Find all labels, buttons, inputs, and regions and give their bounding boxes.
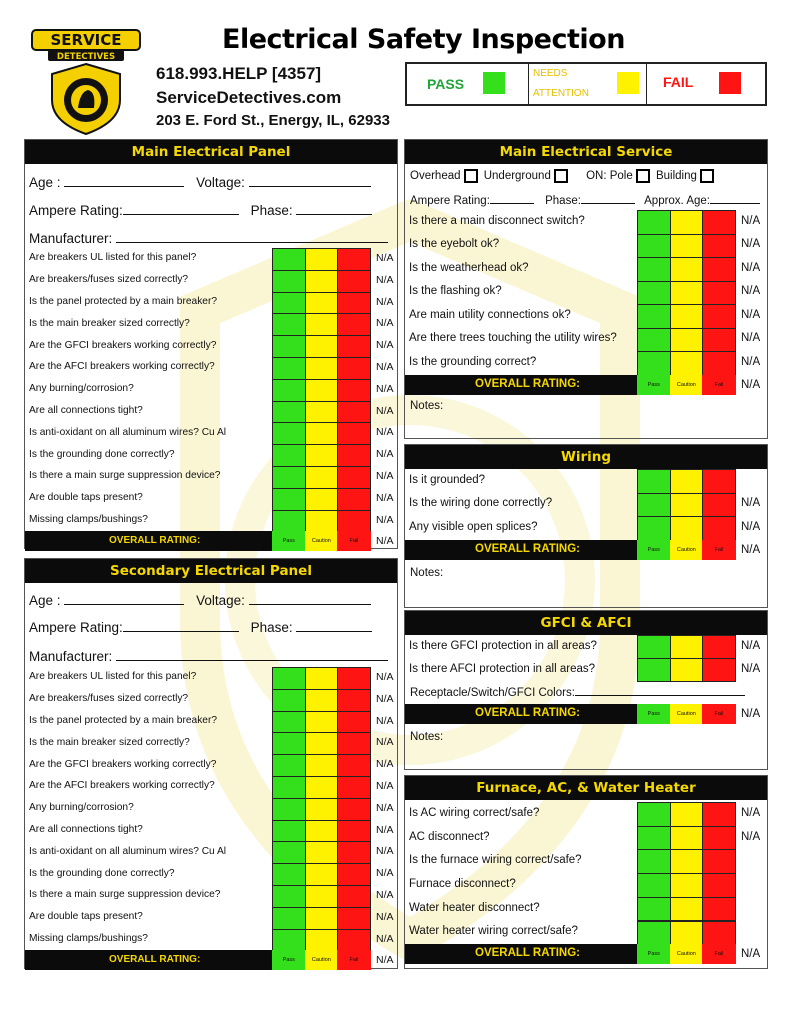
pass-rating-cell[interactable] — [272, 466, 306, 489]
question-label: Any burning/corrosion? — [29, 802, 134, 814]
question-label: Missing clamps/bushings? — [29, 933, 148, 944]
na-option[interactable]: N/A — [376, 273, 394, 286]
question-label: Missing clamps/bushings? — [29, 514, 148, 525]
fail-rating-cell[interactable] — [337, 422, 371, 445]
caution-rating-cell[interactable] — [670, 897, 704, 922]
caution-rating-cell[interactable] — [305, 510, 339, 533]
overall-na-option[interactable]: N/A — [376, 954, 394, 967]
fail-rating-cell[interactable] — [702, 328, 736, 353]
na-option[interactable]: N/A — [376, 382, 394, 395]
fail-rating-cell[interactable] — [702, 469, 736, 494]
pass-overall-cell[interactable]: Pass — [272, 531, 306, 551]
fail-rating-cell[interactable] — [337, 820, 371, 843]
question-label: Are all connections tight? — [29, 405, 143, 416]
na-option[interactable]: N/A — [376, 932, 394, 945]
overall-na-option[interactable]: N/A — [741, 378, 761, 391]
na-option[interactable]: N/A — [376, 910, 394, 923]
fail-rating-cell[interactable] — [337, 270, 371, 293]
fail-rating-cell[interactable] — [337, 488, 371, 511]
pass-rating-cell[interactable] — [637, 469, 671, 494]
pass-rating-cell[interactable] — [637, 493, 671, 518]
question-label: Any visible open splices? — [409, 520, 538, 533]
pass-overall-cell[interactable]: Pass — [637, 540, 671, 560]
na-option[interactable]: N/A — [376, 692, 394, 705]
fail-rating-cell[interactable] — [337, 754, 371, 777]
voltage-field[interactable] — [249, 592, 371, 605]
question-label: Are the GFCI breakers working correctly? — [29, 758, 217, 770]
caution-rating-cell[interactable] — [305, 863, 339, 886]
address: 203 E. Ford St., Energy, IL, 62933 — [156, 112, 390, 129]
na-option[interactable]: N/A — [376, 823, 394, 836]
question-label: Water heater wiring correct/safe? — [409, 925, 578, 938]
legend-needs-attention: NEEDS ATTENTION — [529, 64, 647, 104]
caution-rating-cell[interactable] — [305, 379, 339, 402]
fail-rating-cell[interactable] — [337, 248, 371, 271]
caution-rating-cell[interactable] — [305, 885, 339, 908]
caution-rating-cell[interactable] — [670, 802, 704, 827]
fail-rating-cell[interactable] — [337, 689, 371, 712]
pass-rating-cell[interactable] — [272, 798, 306, 821]
question-label: Any burning/corrosion? — [29, 383, 134, 395]
caution-overall-cell[interactable]: Caution — [670, 540, 704, 560]
na-option[interactable]: N/A — [741, 308, 761, 321]
building-checkbox[interactable] — [700, 169, 714, 183]
question-label: Is the furnace wiring correct/safe? — [409, 854, 582, 867]
caution-rating-cell[interactable] — [305, 820, 339, 843]
fail-rating-cell[interactable] — [702, 921, 736, 946]
overall-rating-label: OVERALL RATING: — [475, 707, 580, 719]
caution-rating-cell[interactable] — [305, 929, 339, 952]
gfci-afci-title: GFCI & AFCI — [405, 611, 767, 635]
fail-rating-cell[interactable] — [337, 841, 371, 864]
na-option[interactable]: N/A — [741, 238, 761, 251]
fail-rating-cell[interactable] — [702, 635, 736, 659]
na-option[interactable]: N/A — [741, 520, 761, 533]
na-option[interactable]: N/A — [376, 845, 394, 858]
page-title: Electrical Safety Inspection — [222, 24, 625, 55]
caution-rating-cell[interactable] — [305, 444, 339, 467]
question-label: Is the eyebolt ok? — [409, 238, 500, 251]
fail-rating-cell[interactable] — [337, 776, 371, 799]
pass-rating-cell[interactable] — [272, 313, 306, 336]
caution-rating-cell[interactable] — [670, 281, 704, 306]
caution-rating-cell[interactable] — [305, 711, 339, 734]
na-option[interactable]: N/A — [741, 332, 761, 345]
overall-na-option[interactable]: N/A — [741, 708, 761, 720]
fail-rating-cell[interactable] — [702, 351, 736, 376]
caution-rating-cell[interactable] — [670, 658, 704, 682]
fail-rating-cell[interactable] — [337, 798, 371, 821]
question-label: Are the AFCI breakers working correctly? — [29, 780, 215, 792]
caution-rating-cell[interactable] — [670, 257, 704, 282]
pass-rating-cell[interactable] — [637, 257, 671, 282]
ampere-field[interactable] — [123, 202, 239, 215]
pass-rating-cell[interactable] — [272, 444, 306, 467]
phase-field[interactable] — [581, 193, 635, 204]
svg-text:SERVICE: SERVICE — [50, 31, 122, 49]
na-option[interactable]: N/A — [376, 779, 394, 792]
pass-rating-cell[interactable] — [637, 658, 671, 682]
question-label: Are all connections tight? — [29, 824, 143, 835]
fail-rating-cell[interactable] — [702, 802, 736, 827]
na-option[interactable]: N/A — [376, 888, 394, 901]
ampere-field[interactable] — [123, 619, 239, 632]
caution-rating-cell[interactable] — [670, 516, 704, 541]
na-option[interactable]: N/A — [741, 214, 761, 227]
pass-rating-cell[interactable] — [637, 281, 671, 306]
overall-rating-label: OVERALL RATING: — [109, 535, 201, 547]
receptacle-colors-field — [410, 685, 745, 699]
na-option[interactable]: N/A — [376, 758, 394, 771]
notes-label: Notes: — [410, 731, 444, 743]
fail-rating-cell[interactable] — [702, 210, 736, 235]
caution-rating-cell[interactable] — [305, 776, 339, 799]
pass-rating-cell[interactable] — [637, 234, 671, 259]
question-label: Is the panel protected by a main breaker? — [29, 715, 218, 726]
caution-rating-cell[interactable] — [305, 754, 339, 777]
na-option[interactable]: N/A — [741, 662, 761, 675]
caution-rating-cell[interactable] — [305, 401, 339, 424]
caution-rating-cell[interactable] — [305, 907, 339, 930]
question-label: Is AC wiring correct/safe? — [409, 806, 540, 819]
question-label: AC disconnect? — [409, 830, 490, 843]
fail-rating-cell[interactable] — [702, 873, 736, 898]
fail-overall-cell[interactable]: Fail — [337, 950, 371, 970]
caution-rating-cell[interactable] — [670, 304, 704, 329]
caution-rating-cell[interactable] — [305, 689, 339, 712]
overhead-checkbox[interactable] — [464, 169, 478, 183]
question-label: Are the GFCI breakers working correctly? — [29, 339, 217, 351]
caution-rating-cell[interactable] — [305, 422, 339, 445]
phase-field[interactable] — [296, 619, 372, 632]
pass-overall-cell[interactable]: Pass — [637, 944, 671, 964]
question-label: Water heater disconnect? — [409, 901, 540, 914]
caution-overall-cell[interactable]: Caution — [670, 375, 704, 395]
pass-rating-cell[interactable] — [272, 510, 306, 533]
question-label: Is the main breaker sized correctly? — [29, 317, 190, 329]
question-label: Is anti-oxidant on all aluminum wires? Cu Al — [29, 845, 227, 857]
question-label: Are breakers/fuses sized correctly? — [29, 693, 189, 705]
service-detectives-logo — [30, 28, 142, 136]
pass-rating-cell[interactable] — [272, 422, 306, 445]
na-option[interactable]: N/A — [376, 448, 394, 461]
question-label: Are double taps present? — [29, 492, 143, 504]
fail-rating-cell[interactable] — [337, 357, 371, 380]
pass-rating-cell[interactable] — [637, 897, 671, 922]
svg-text:DETECTIVES: DETECTIVES — [56, 52, 116, 62]
caution-rating-cell[interactable] — [670, 849, 704, 874]
fail-rating-cell[interactable] — [337, 885, 371, 908]
fail-rating-cell[interactable] — [337, 711, 371, 734]
overall-na-option[interactable]: N/A — [376, 535, 394, 548]
fail-rating-cell[interactable] — [702, 257, 736, 282]
fail-rating-cell[interactable] — [702, 897, 736, 922]
overall-rating-label: OVERALL RATING: — [109, 954, 201, 966]
fail-rating-cell[interactable] — [337, 466, 371, 489]
fail-overall-cell[interactable]: Fail — [702, 944, 736, 964]
caution-rating-cell[interactable] — [670, 921, 704, 946]
caution-rating-cell[interactable] — [670, 635, 704, 659]
question-label: Is the flashing ok? — [409, 285, 502, 298]
pass-swatch — [483, 72, 505, 94]
furnace-section — [404, 775, 768, 969]
question-label: Are breakers UL listed for this panel? — [29, 252, 197, 264]
overall-rating-label: OVERALL RATING: — [475, 377, 580, 390]
fail-rating-cell[interactable] — [702, 849, 736, 874]
caution-swatch — [617, 72, 639, 94]
fail-swatch — [719, 72, 741, 94]
pass-rating-cell[interactable] — [272, 379, 306, 402]
pass-rating-cell[interactable] — [272, 907, 306, 930]
wiring-section — [404, 444, 768, 608]
na-option[interactable]: N/A — [376, 867, 394, 880]
question-label: Are breakers UL listed for this panel? — [29, 671, 197, 683]
fail-rating-cell[interactable] — [702, 304, 736, 329]
legend-fail: FAIL — [647, 64, 765, 104]
caution-rating-cell[interactable] — [305, 313, 339, 336]
furnace-title: Furnace, AC, & Water Heater — [405, 776, 767, 800]
na-option[interactable]: N/A — [376, 513, 394, 526]
fail-rating-cell[interactable] — [337, 732, 371, 755]
caution-rating-cell[interactable] — [305, 292, 339, 315]
na-option[interactable]: N/A — [376, 360, 394, 373]
question-label: Is the main breaker sized correctly? — [29, 736, 190, 748]
pass-rating-cell[interactable] — [272, 335, 306, 358]
pass-rating-cell[interactable] — [272, 820, 306, 843]
question-label: Is there a main disconnect switch? — [409, 214, 585, 227]
receptacle-colors-input[interactable] — [575, 685, 745, 696]
overall-rating-label: OVERALL RATING: — [475, 542, 580, 555]
pass-rating-cell[interactable] — [637, 304, 671, 329]
question-label: Are the AFCI breakers working correctly? — [29, 361, 215, 373]
main-panel-title: Main Electrical Panel — [25, 140, 397, 164]
ampere-field[interactable] — [490, 193, 534, 204]
fail-overall-cell[interactable]: Fail — [702, 540, 736, 560]
caution-rating-cell[interactable] — [305, 248, 339, 271]
notes-label: Notes: — [410, 567, 444, 579]
question-label: Are main utility connections ok? — [409, 308, 571, 321]
age-field[interactable] — [64, 592, 184, 605]
pass-overall-cell[interactable]: Pass — [272, 950, 306, 970]
caution-rating-cell[interactable] — [670, 210, 704, 235]
caution-overall-cell[interactable]: Caution — [305, 950, 339, 970]
question-label: Is the grounding correct? — [409, 355, 537, 368]
question-label: Are double taps present? — [29, 911, 143, 923]
voltage-field[interactable] — [249, 174, 371, 187]
question-label: Is the grounding done correctly? — [29, 448, 175, 460]
caution-rating-cell[interactable] — [305, 357, 339, 380]
na-option[interactable]: N/A — [376, 491, 394, 504]
overall-rating-label: OVERALL RATING: — [475, 947, 580, 960]
pass-rating-cell[interactable] — [272, 401, 306, 424]
pass-rating-cell[interactable] — [637, 802, 671, 827]
fail-rating-cell[interactable] — [337, 444, 371, 467]
fail-rating-cell[interactable] — [702, 281, 736, 306]
na-option[interactable]: N/A — [376, 714, 394, 727]
pass-rating-cell[interactable] — [272, 270, 306, 293]
fail-overall-cell[interactable]: Fail — [702, 375, 736, 395]
pass-rating-cell[interactable] — [637, 826, 671, 851]
pole-checkbox[interactable] — [636, 169, 650, 183]
fail-rating-cell[interactable] — [702, 493, 736, 518]
pass-rating-cell[interactable] — [637, 516, 671, 541]
question-label: Is anti-oxidant on all aluminum wires? Cu Al — [29, 426, 227, 438]
pass-rating-cell[interactable] — [272, 689, 306, 712]
na-option[interactable]: N/A — [376, 801, 394, 814]
overall-na-option[interactable]: N/A — [741, 543, 761, 556]
na-option[interactable]: N/A — [741, 355, 761, 368]
fail-rating-cell[interactable] — [337, 292, 371, 315]
caution-rating-cell[interactable] — [670, 328, 704, 353]
underground-checkbox[interactable] — [554, 169, 568, 183]
question-label: Is there a main surge suppression device? — [29, 889, 221, 901]
manufacturer-field[interactable] — [116, 648, 388, 661]
phase-field[interactable] — [296, 202, 372, 215]
fail-rating-cell[interactable] — [702, 234, 736, 259]
pass-rating-cell[interactable] — [272, 776, 306, 799]
fail-rating-cell[interactable] — [337, 907, 371, 930]
wiring-title: Wiring — [405, 445, 767, 469]
question-label: Is there a main surge suppression device? — [29, 470, 221, 482]
na-option[interactable]: N/A — [376, 251, 394, 264]
caution-rating-cell[interactable] — [670, 351, 704, 376]
caution-rating-cell[interactable] — [670, 826, 704, 851]
phone-number: 618.993.HELP [4357] — [156, 64, 322, 83]
pass-rating-cell[interactable] — [637, 921, 671, 946]
na-option[interactable]: N/A — [741, 261, 761, 274]
pass-rating-cell[interactable] — [637, 849, 671, 874]
pass-rating-cell[interactable] — [637, 873, 671, 898]
pass-overall-cell[interactable]: Pass — [637, 704, 671, 724]
overall-na-option[interactable]: N/A — [741, 948, 761, 961]
fail-rating-cell[interactable] — [337, 510, 371, 533]
question-label: Are there trees touching the utility wires? — [409, 332, 617, 345]
na-option[interactable]: N/A — [376, 317, 394, 330]
question-label: Is there GFCI protection in all areas? — [409, 639, 597, 652]
na-option[interactable]: N/A — [741, 806, 761, 819]
fail-rating-cell[interactable] — [702, 658, 736, 682]
fail-rating-cell[interactable] — [337, 667, 371, 690]
na-option[interactable]: N/A — [376, 469, 394, 482]
caution-rating-cell[interactable] — [305, 335, 339, 358]
na-option[interactable]: N/A — [376, 404, 394, 417]
pass-rating-cell[interactable] — [637, 635, 671, 659]
na-option[interactable]: N/A — [741, 830, 761, 843]
question-label: Are breakers/fuses sized correctly? — [29, 274, 189, 286]
pass-rating-cell[interactable] — [272, 292, 306, 315]
caution-rating-cell[interactable] — [305, 841, 339, 864]
caution-rating-cell[interactable] — [670, 873, 704, 898]
fail-rating-cell[interactable] — [337, 863, 371, 886]
pass-rating-cell[interactable] — [272, 488, 306, 511]
pass-rating-cell[interactable] — [272, 929, 306, 952]
fail-rating-cell[interactable] — [702, 516, 736, 541]
caution-rating-cell[interactable] — [305, 270, 339, 293]
fail-rating-cell[interactable] — [337, 401, 371, 424]
fail-overall-cell[interactable]: Fail — [702, 704, 736, 724]
na-option[interactable]: N/A — [376, 670, 394, 683]
caution-rating-cell[interactable] — [670, 469, 704, 494]
secondary-panel-section: Secondary Electrical Panel Age : Voltage: Ampere Rating: Phase: Manufacturer: Are breakers UL listed for this panel? N/A Are breakers/fuses sized correctly? N/A Is the panel protected by a main breaker? N/A Is the main breaker sized correctly? N/A Are the GFCI breakers working correctly? N/A Are the AFCI breakers working correctly? N/A Any burning/corrosion? N/A Are all connections tight? N/A Is anti-oxidant on all aluminum wires? Cu Al N/A Is the grounding done correctly? N/A Is there a main surge suppression device? N/A Are double taps present? N/A Missing clamps/bushings? N/A OVERALL RATING: Pass Caution Fail N/A — [24, 558, 398, 969]
fail-rating-cell[interactable] — [337, 313, 371, 336]
caution-rating-cell[interactable] — [305, 488, 339, 511]
pass-rating-cell[interactable] — [272, 885, 306, 908]
caution-rating-cell[interactable] — [305, 798, 339, 821]
question-label: Is there AFCI protection in all areas? — [409, 662, 596, 675]
question-label: Is the panel protected by a main breaker? — [29, 296, 218, 307]
approx-age-field[interactable] — [710, 193, 760, 204]
rating-legend — [405, 62, 767, 106]
main-service-section: Main Electrical Service Overhead Underground ON: Pole Building Ampere Rating: Phase: Approx. Age: Notes: Is there a main disconnect switch? N/A Is the eyebolt ok? N/A Is the weatherhead ok? N/A Is the flashing ok? N/A Are main utility connections ok? N/A Are there trees touching the utility wires? N/A Is the grounding correct? N/A OVERALL RATING: Pass Caution Fail N/A — [404, 139, 768, 439]
na-option[interactable]: N/A — [376, 295, 394, 308]
website: ServiceDetectives.com — [156, 88, 342, 107]
caution-overall-cell[interactable]: Caution — [305, 531, 339, 551]
na-option[interactable]: N/A — [741, 285, 761, 298]
caution-rating-cell[interactable] — [305, 732, 339, 755]
caution-rating-cell[interactable] — [305, 667, 339, 690]
question-label: Is the grounding done correctly? — [29, 867, 175, 879]
receptacle-colors-label: Receptacle/Switch/GFCI Colors: — [410, 687, 575, 699]
pass-rating-cell[interactable] — [272, 754, 306, 777]
pass-rating-cell[interactable] — [272, 863, 306, 886]
caution-rating-cell[interactable] — [305, 466, 339, 489]
pass-rating-cell[interactable] — [272, 841, 306, 864]
caution-rating-cell[interactable] — [670, 493, 704, 518]
na-option[interactable]: N/A — [376, 426, 394, 439]
na-option[interactable]: N/A — [741, 639, 761, 652]
main-service-title: Main Electrical Service — [405, 140, 767, 164]
pass-rating-cell[interactable] — [272, 357, 306, 380]
main-panel-section: Main Electrical Panel Age : Voltage: Ampere Rating: Phase: Manufacturer: Are breakers UL listed for this panel? N/A Are breakers/fuses sized correctly? N/A Is the panel protected by a main breaker? N/A Is the main breaker sized correctly? N/A Are the GFCI breakers working correctly? N/A Are the AFCI breakers working correctly? N/A Any burning/corrosion? N/A Are all connections tight? N/A Is anti-oxidant on all aluminum wires? Cu Al N/A Is the grounding done correctly? N/A Is there a main surge suppression device? N/A Are double taps present? N/A Missing clamps/bushings? N/A OVERALL RATING: Pass Caution Fail N/A — [24, 139, 398, 549]
caution-rating-cell[interactable] — [670, 234, 704, 259]
fail-rating-cell[interactable] — [337, 335, 371, 358]
pass-rating-cell[interactable] — [272, 732, 306, 755]
gfci-afci-section — [404, 610, 768, 770]
na-option[interactable]: N/A — [376, 339, 394, 352]
fail-rating-cell[interactable] — [337, 379, 371, 402]
notes-label: Notes: — [410, 400, 444, 412]
caution-overall-cell[interactable]: Caution — [670, 704, 704, 724]
na-option[interactable]: N/A — [741, 497, 761, 510]
manufacturer-field[interactable] — [116, 230, 388, 243]
question-label: Is it grounded? — [409, 473, 486, 486]
pass-overall-cell[interactable]: Pass — [637, 375, 671, 395]
question-label: Furnace disconnect? — [409, 877, 516, 890]
pass-rating-cell[interactable] — [272, 667, 306, 690]
question-label: Is the weatherhead ok? — [409, 261, 529, 274]
fail-rating-cell[interactable] — [337, 929, 371, 952]
fail-rating-cell[interactable] — [702, 826, 736, 851]
secondary-panel-title: Secondary Electrical Panel — [25, 559, 397, 583]
pass-rating-cell[interactable] — [637, 210, 671, 235]
age-field[interactable] — [64, 174, 184, 187]
pass-rating-cell[interactable] — [637, 328, 671, 353]
legend-pass: PASS — [407, 64, 529, 104]
pass-rating-cell[interactable] — [272, 711, 306, 734]
caution-overall-cell[interactable]: Caution — [670, 944, 704, 964]
question-label: Is the wiring done correctly? — [409, 497, 553, 510]
na-option[interactable]: N/A — [376, 736, 394, 749]
pass-rating-cell[interactable] — [272, 248, 306, 271]
pass-rating-cell[interactable] — [637, 351, 671, 376]
fail-overall-cell[interactable]: Fail — [337, 531, 371, 551]
